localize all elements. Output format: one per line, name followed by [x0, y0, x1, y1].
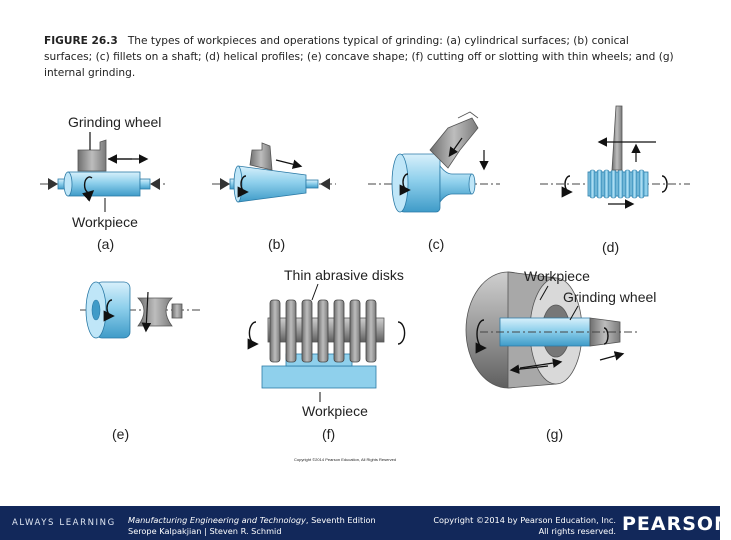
threaded-workpiece [588, 170, 648, 198]
panel-b [212, 143, 336, 252]
panel-f [249, 267, 404, 462]
book-title: Manufacturing Engineering and Technology [128, 515, 306, 525]
panel-label-g: (g) [546, 426, 564, 442]
panel-label-a: (a) [97, 236, 115, 252]
panel-a [40, 114, 168, 252]
copyright-line-2: All rights reserved. [538, 526, 616, 536]
panel-c [368, 112, 500, 252]
book-citation [128, 515, 376, 537]
book-authors: Serope Kalpakjian | Steven R. Schmid [128, 526, 282, 536]
label-workpiece-a: Workpiece [72, 214, 138, 230]
pearson-logo: PEARSON [622, 513, 731, 535]
label-workpiece-f: Workpiece [302, 403, 368, 419]
always-learning-text: ALWAYS LEARNING [12, 518, 116, 528]
footer-bar [0, 506, 731, 540]
panel-label-b: (b) [268, 236, 286, 252]
book-edition: , Seventh Edition [305, 515, 376, 525]
label-grinding-wheel-g: Grinding wheel [563, 289, 657, 305]
panel-e [80, 282, 200, 442]
panel-label-c: (c) [428, 236, 445, 252]
panel-label-f: (f) [322, 426, 336, 442]
copyright-line-1: Copyright ©2014 by Pearson Education, Inc. [433, 515, 616, 525]
panel-g [466, 268, 656, 442]
label-grinding-wheel-a: Grinding wheel [68, 114, 162, 130]
small-copyright: Copyright ©2014 Pearson Education, All Rights Reserved [294, 457, 397, 462]
label-workpiece-g: Workpiece [524, 268, 590, 284]
panel-label-d: (d) [602, 239, 620, 255]
panel-d [540, 106, 690, 255]
panel-label-e: (e) [112, 426, 130, 442]
copyright-notice [410, 515, 616, 537]
label-thin-abrasive-disks: Thin abrasive disks [284, 267, 404, 283]
abrasive-disks [270, 300, 376, 362]
figure-number: FIGURE 26.3 [44, 35, 118, 47]
caption-text: The types of workpieces and operations typical of grinding: (a) cylindrical surfaces; (b) conical surfaces; (c) fillets on a shaft; (d) helical profiles; (e) concave shape; (f) cutting off or slotting with thin wheels; and (g) internal grinding. [44, 35, 674, 79]
